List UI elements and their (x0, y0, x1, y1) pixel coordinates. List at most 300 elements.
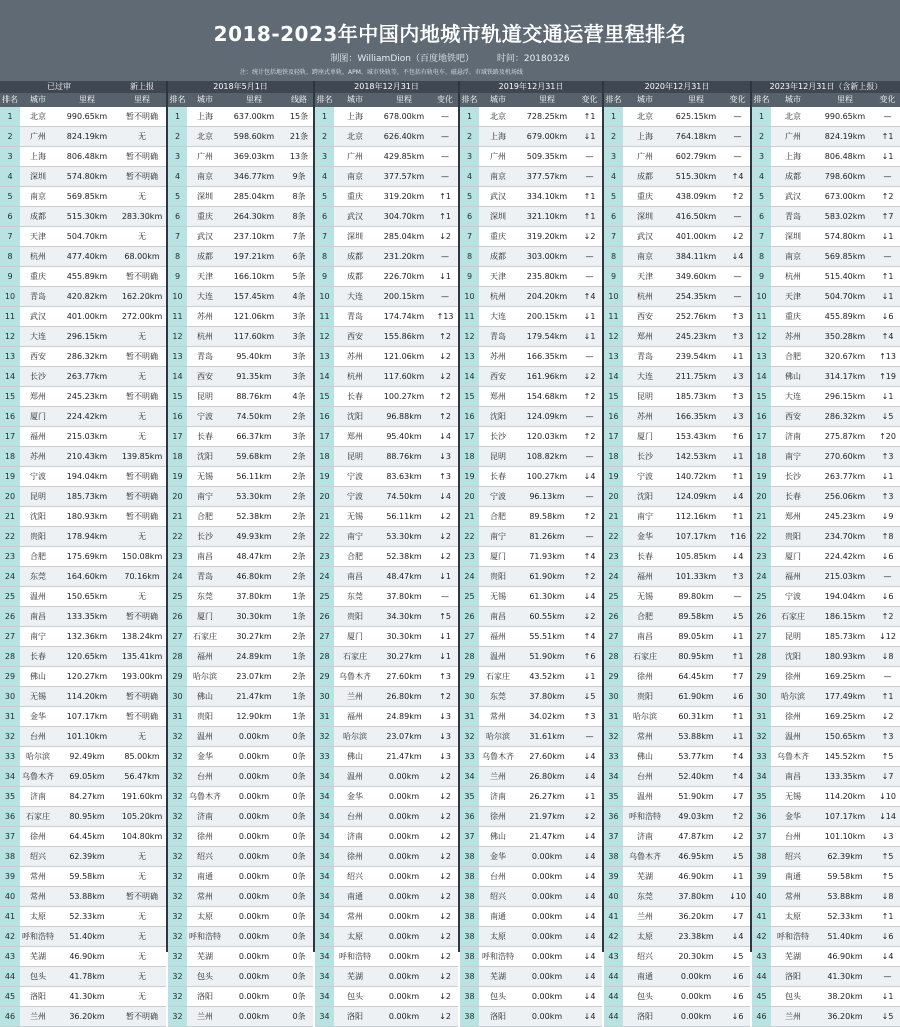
city-cell: 绍兴 (771, 847, 815, 867)
city-cell: 苏州 (187, 307, 223, 327)
table-row (604, 887, 750, 907)
mileage-cell: 304.70km (376, 207, 432, 227)
reported-mileage-cell: 138.24km (118, 627, 166, 647)
change-cell: ↓2 (432, 807, 458, 827)
line-count-cell: 2条 (285, 547, 313, 567)
table-row (460, 727, 602, 747)
city-cell: 昆明 (187, 387, 223, 407)
mileage-cell: 401.00km (56, 307, 118, 327)
line-count-cell: 1条 (285, 707, 313, 727)
mileage-cell: 80.95km (667, 647, 725, 667)
mileage-cell: 150.65km (56, 587, 118, 607)
line-count-cell: 4条 (285, 287, 313, 307)
city-cell: 苏州 (334, 347, 376, 367)
city-cell: 深圳 (20, 167, 56, 187)
table-row (752, 407, 900, 427)
city-cell: 金华 (334, 787, 376, 807)
city-cell: 成都 (187, 247, 223, 267)
line-count-cell: 0条 (285, 847, 313, 867)
rank-cell: 22 (168, 527, 187, 547)
change-cell: — (577, 487, 602, 507)
city-cell: 昆明 (20, 487, 56, 507)
table-row (752, 927, 900, 947)
table-row (460, 207, 602, 227)
mileage-cell: 679.00km (517, 127, 577, 147)
change-cell: ↓1 (577, 787, 602, 807)
rank-cell: 35 (0, 787, 20, 807)
rank-cell: 32 (168, 727, 187, 747)
rank-cell: 3 (0, 147, 20, 167)
city-cell: 北京 (771, 107, 815, 127)
mileage-cell: 101.10km (56, 727, 118, 747)
city-cell: 昆明 (334, 447, 376, 467)
city-cell: 兰州 (771, 1007, 815, 1027)
author-credit: 制图：WilliamDion（百度地铁吧） (330, 54, 474, 64)
mileage-cell: 166.10km (223, 267, 285, 287)
line-count-cell: 0条 (285, 967, 313, 987)
city-cell: 宁波 (771, 587, 815, 607)
mileage-cell: 161.96km (517, 367, 577, 387)
rank-cell: 8 (752, 247, 771, 267)
city-cell: 台州 (771, 827, 815, 847)
table-row (315, 927, 458, 947)
table-row (604, 647, 750, 667)
table-row (460, 247, 602, 267)
table-row (604, 447, 750, 467)
mileage-cell: 120.65km (56, 647, 118, 667)
rank-cell: 12 (460, 327, 479, 347)
rank-cell: 25 (604, 587, 623, 607)
change-cell: ↑4 (725, 747, 750, 767)
table-row (168, 247, 313, 267)
table-row (168, 807, 313, 827)
rank-cell: 38 (752, 847, 771, 867)
mileage-cell: 24.89km (223, 647, 285, 667)
table-row (315, 1007, 458, 1027)
change-cell: ↓1 (432, 627, 458, 647)
rank-cell: 8 (460, 247, 479, 267)
rank-cell: 30 (604, 687, 623, 707)
city-cell: 南宁 (771, 447, 815, 467)
change-cell: ↓6 (725, 967, 750, 987)
rank-cell: 28 (752, 647, 771, 667)
city-cell: 青岛 (187, 347, 223, 367)
change-cell: ↓2 (432, 507, 458, 527)
rank-cell: 45 (752, 987, 771, 1007)
mileage-cell: 12.90km (223, 707, 285, 727)
change-cell: ↓1 (875, 387, 900, 407)
rank-cell: 20 (752, 487, 771, 507)
rank-cell: 28 (0, 647, 20, 667)
city-cell: 沈阳 (479, 407, 517, 427)
mileage-cell: 275.87km (815, 427, 875, 447)
rank-cell: 44 (0, 967, 20, 987)
change-cell: ↓1 (725, 447, 750, 467)
mileage-cell: 59.58km (815, 867, 875, 887)
table-row (168, 187, 313, 207)
city-cell: 青岛 (771, 207, 815, 227)
city-cell: 南京 (771, 247, 815, 267)
rank-cell: 21 (315, 507, 334, 527)
rank-cell: 44 (604, 967, 623, 987)
change-cell: ↑1 (725, 707, 750, 727)
mileage-cell: 166.35km (667, 407, 725, 427)
table-row (315, 987, 458, 1007)
city-cell: 成都 (771, 167, 815, 187)
city-cell: 重庆 (479, 227, 517, 247)
rank-cell: 6 (0, 207, 20, 227)
city-cell: 北京 (187, 127, 223, 147)
mileage-cell: 157.45km (223, 287, 285, 307)
table-row (0, 887, 166, 907)
table-row (460, 147, 602, 167)
table-row (460, 467, 602, 487)
rank-cell: 37 (0, 827, 20, 847)
mileage-cell: 132.36km (56, 627, 118, 647)
city-cell: 宁波 (479, 487, 517, 507)
table-row (0, 247, 166, 267)
rank-cell: 11 (604, 307, 623, 327)
table-row (604, 547, 750, 567)
mileage-cell: 263.77km (56, 367, 118, 387)
rank-cell: 15 (604, 387, 623, 407)
mileage-cell: 21.47km (517, 827, 577, 847)
rank-cell: 43 (752, 947, 771, 967)
rank-cell: 24 (168, 567, 187, 587)
rank-cell: 1 (604, 107, 623, 127)
rank-cell: 26 (315, 607, 334, 627)
change-cell: ↓2 (432, 227, 458, 247)
table-row (604, 427, 750, 447)
city-cell: 厦门 (334, 627, 376, 647)
table-row (752, 207, 900, 227)
rank-cell: 10 (752, 287, 771, 307)
panel-band (168, 81, 313, 93)
city-cell: 重庆 (20, 267, 56, 287)
table-row (0, 627, 166, 647)
rank-cell: 34 (315, 967, 334, 987)
table-row (752, 807, 900, 827)
rank-cell: 26 (0, 607, 20, 627)
mileage-cell: 37.80km (667, 887, 725, 907)
city-cell: 东莞 (623, 887, 667, 907)
change-cell: ↑13 (432, 307, 458, 327)
change-cell: ↑8 (875, 527, 900, 547)
table-row (752, 327, 900, 347)
mileage-cell: 625.15km (667, 107, 725, 127)
rank-cell: 44 (604, 987, 623, 1007)
rank-cell: 38 (460, 867, 479, 887)
reported-mileage-cell: 105.20km (118, 807, 166, 827)
mileage-cell: 114.20km (815, 787, 875, 807)
column-headers (604, 93, 750, 107)
table-row (0, 707, 166, 727)
city-cell: 广州 (771, 127, 815, 147)
table-row (315, 327, 458, 347)
city-cell: 芜湖 (187, 947, 223, 967)
mileage-cell: 0.00km (517, 927, 577, 947)
change-cell: ↓2 (432, 827, 458, 847)
table-row (315, 607, 458, 627)
city-cell: 呼和浩特 (479, 947, 517, 967)
rank-cell: 16 (168, 407, 187, 427)
change-cell: ↓1 (875, 287, 900, 307)
city-cell: 常州 (20, 867, 56, 887)
mileage-cell: 210.43km (56, 447, 118, 467)
table-row (168, 647, 313, 667)
reported-mileage-cell: 无 (118, 927, 166, 947)
change-cell: — (432, 127, 458, 147)
mileage-cell: 101.33km (667, 567, 725, 587)
rank-cell: 13 (460, 347, 479, 367)
mileage-cell: 806.48km (56, 147, 118, 167)
panel-band-label: 已过审 (0, 81, 118, 93)
change-cell: ↑2 (725, 807, 750, 827)
table-row (752, 547, 900, 567)
city-cell: 兰州 (479, 767, 517, 787)
rank-cell: 5 (460, 187, 479, 207)
mileage-cell: 53.30km (376, 527, 432, 547)
mileage-cell: 121.06km (223, 307, 285, 327)
city-cell: 台州 (187, 767, 223, 787)
table-row (315, 967, 458, 987)
mileage-cell: 145.52km (815, 747, 875, 767)
change-cell: ↓10 (725, 887, 750, 907)
rank-cell: 12 (752, 327, 771, 347)
city-cell: 沈阳 (20, 507, 56, 527)
table-row (315, 107, 458, 127)
change-cell: ↓4 (577, 767, 602, 787)
table-row (460, 907, 602, 927)
mileage-cell: 155.86km (376, 327, 432, 347)
rank-cell: 26 (752, 607, 771, 627)
mileage-cell: 153.43km (667, 427, 725, 447)
city-cell: 太原 (334, 927, 376, 947)
rank-cell: 15 (460, 387, 479, 407)
change-cell: — (577, 347, 602, 367)
table-row (0, 267, 166, 287)
rank-cell: 34 (460, 767, 479, 787)
table-row (0, 187, 166, 207)
mileage-cell: 334.10km (517, 187, 577, 207)
ranking-table (460, 81, 602, 1027)
city-cell: 成都 (623, 167, 667, 187)
rank-cell: 18 (0, 447, 20, 467)
column-headers (0, 93, 166, 107)
table-row (752, 467, 900, 487)
line-count-cell: 2条 (285, 667, 313, 687)
rank-cell: 3 (460, 147, 479, 167)
rank-cell: 13 (168, 347, 187, 367)
rank-cell: 33 (0, 747, 20, 767)
table-row (604, 747, 750, 767)
change-cell: ↑5 (875, 867, 900, 887)
change-cell: ↓4 (432, 487, 458, 507)
mileage-cell: 602.79km (667, 147, 725, 167)
rank-cell: 27 (460, 627, 479, 647)
reported-mileage-cell: 272.00km (118, 307, 166, 327)
mileage-cell: 96.13km (517, 487, 577, 507)
rank-cell: 12 (0, 327, 20, 347)
rank-cell: 2 (752, 127, 771, 147)
rank-cell: 12 (604, 327, 623, 347)
change-cell: ↓4 (577, 887, 602, 907)
table-row (460, 687, 602, 707)
rank-cell: 15 (315, 387, 334, 407)
mileage-cell: 234.70km (815, 527, 875, 547)
reported-mileage-cell: 135.41km (118, 647, 166, 667)
rank-cell: 8 (315, 247, 334, 267)
city-cell: 台州 (479, 867, 517, 887)
change-cell: ↑19 (875, 367, 900, 387)
mileage-cell: 74.50km (376, 487, 432, 507)
line-count-cell: 4条 (285, 387, 313, 407)
change-cell: ↓8 (875, 887, 900, 907)
rank-cell: 24 (0, 567, 20, 587)
rank-cell: 5 (168, 187, 187, 207)
mileage-cell: 112.16km (667, 507, 725, 527)
mileage-cell: 23.07km (376, 727, 432, 747)
table-row (315, 527, 458, 547)
city-cell: 深圳 (771, 227, 815, 247)
column-header: 城市 (623, 93, 667, 107)
change-cell: ↑3 (725, 307, 750, 327)
table-row (0, 447, 166, 467)
mileage-cell: 185.73km (56, 487, 118, 507)
rank-cell: 11 (315, 307, 334, 327)
mileage-cell: 27.60km (517, 747, 577, 767)
city-cell: 呼和浩特 (334, 947, 376, 967)
line-count-cell: 3条 (285, 347, 313, 367)
rank-cell: 9 (168, 267, 187, 287)
city-cell: 长沙 (479, 427, 517, 447)
reported-mileage-cell: 无 (118, 967, 166, 987)
table-row (752, 107, 900, 127)
mileage-cell: 224.42km (56, 407, 118, 427)
mileage-cell: 51.40km (56, 927, 118, 947)
city-cell: 西安 (479, 367, 517, 387)
change-cell: ↑3 (725, 387, 750, 407)
table-row (604, 327, 750, 347)
table-row (604, 927, 750, 947)
city-cell: 天津 (187, 267, 223, 287)
city-cell: 深圳 (334, 227, 376, 247)
city-cell: 杭州 (187, 327, 223, 347)
mileage-cell: 61.30km (517, 587, 577, 607)
reported-mileage-cell: 85.00km (118, 747, 166, 767)
panel-band-label: 2018年5月1日 (168, 81, 313, 93)
city-cell: 温州 (479, 647, 517, 667)
change-cell: ↓6 (875, 587, 900, 607)
mileage-cell: 107.17km (815, 807, 875, 827)
table-row (604, 167, 750, 187)
change-cell: ↓2 (432, 947, 458, 967)
table-row (0, 127, 166, 147)
city-cell: 徐州 (187, 827, 223, 847)
change-cell: ↓4 (577, 927, 602, 947)
city-cell: 台州 (623, 767, 667, 787)
table-row (0, 467, 166, 487)
city-cell: 深圳 (479, 207, 517, 227)
line-count-cell: 0条 (285, 907, 313, 927)
rank-cell: 10 (0, 287, 20, 307)
mileage-cell: 0.00km (223, 927, 285, 947)
table-row (460, 547, 602, 567)
mileage-cell: 350.28km (815, 327, 875, 347)
mileage-cell: 574.80km (56, 167, 118, 187)
change-cell: — (875, 107, 900, 127)
change-cell: ↑1 (875, 687, 900, 707)
table-row (604, 107, 750, 127)
rank-cell: 31 (604, 707, 623, 727)
mileage-cell: 150.65km (815, 727, 875, 747)
column-header: 里程 (223, 93, 285, 107)
rank-cell: 20 (315, 487, 334, 507)
change-cell: ↓2 (432, 907, 458, 927)
table-row (752, 347, 900, 367)
table-row (604, 727, 750, 747)
change-cell: ↑7 (875, 207, 900, 227)
line-count-cell: 2条 (285, 407, 313, 427)
city-cell: 济南 (187, 807, 223, 827)
table-row (0, 107, 166, 127)
table-row (168, 667, 313, 687)
change-cell: ↓4 (577, 1007, 602, 1027)
city-cell: 佛山 (479, 827, 517, 847)
column-header: 排名 (315, 93, 334, 107)
mileage-cell: 30.30km (223, 607, 285, 627)
table-row (168, 827, 313, 847)
city-cell: 宁波 (20, 467, 56, 487)
table-row (752, 227, 900, 247)
rank-cell: 27 (0, 627, 20, 647)
city-cell: 福州 (187, 647, 223, 667)
table-row (168, 587, 313, 607)
table-row (315, 267, 458, 287)
mileage-cell: 52.33km (815, 907, 875, 927)
mileage-cell: 36.20km (56, 1007, 118, 1027)
mileage-cell: 0.00km (376, 967, 432, 987)
change-cell: ↓4 (725, 487, 750, 507)
table-row (315, 427, 458, 447)
table-row (168, 207, 313, 227)
table-row (315, 447, 458, 467)
rank-cell: 38 (460, 927, 479, 947)
rank-cell: 17 (460, 427, 479, 447)
mileage-cell: 296.15km (56, 327, 118, 347)
city-cell: 哈尔滨 (20, 747, 56, 767)
mileage-cell: 319.20km (376, 187, 432, 207)
rank-cell: 24 (752, 567, 771, 587)
city-cell: 长春 (771, 487, 815, 507)
reported-mileage-cell: 无 (118, 947, 166, 967)
rank-cell: 32 (752, 727, 771, 747)
rank-cell: 26 (168, 607, 187, 627)
city-cell: 上海 (479, 127, 517, 147)
rank-cell: 41 (604, 907, 623, 927)
mileage-cell: 62.39km (815, 847, 875, 867)
table-row (0, 507, 166, 527)
table-row (0, 827, 166, 847)
change-cell: ↑4 (725, 767, 750, 787)
rank-cell: 1 (752, 107, 771, 127)
change-cell: — (725, 127, 750, 147)
table-row (315, 307, 458, 327)
line-count-cell: 0条 (285, 1007, 313, 1027)
line-count-cell: 2条 (285, 507, 313, 527)
reported-mileage-cell: 无 (118, 327, 166, 347)
table-row (752, 747, 900, 767)
